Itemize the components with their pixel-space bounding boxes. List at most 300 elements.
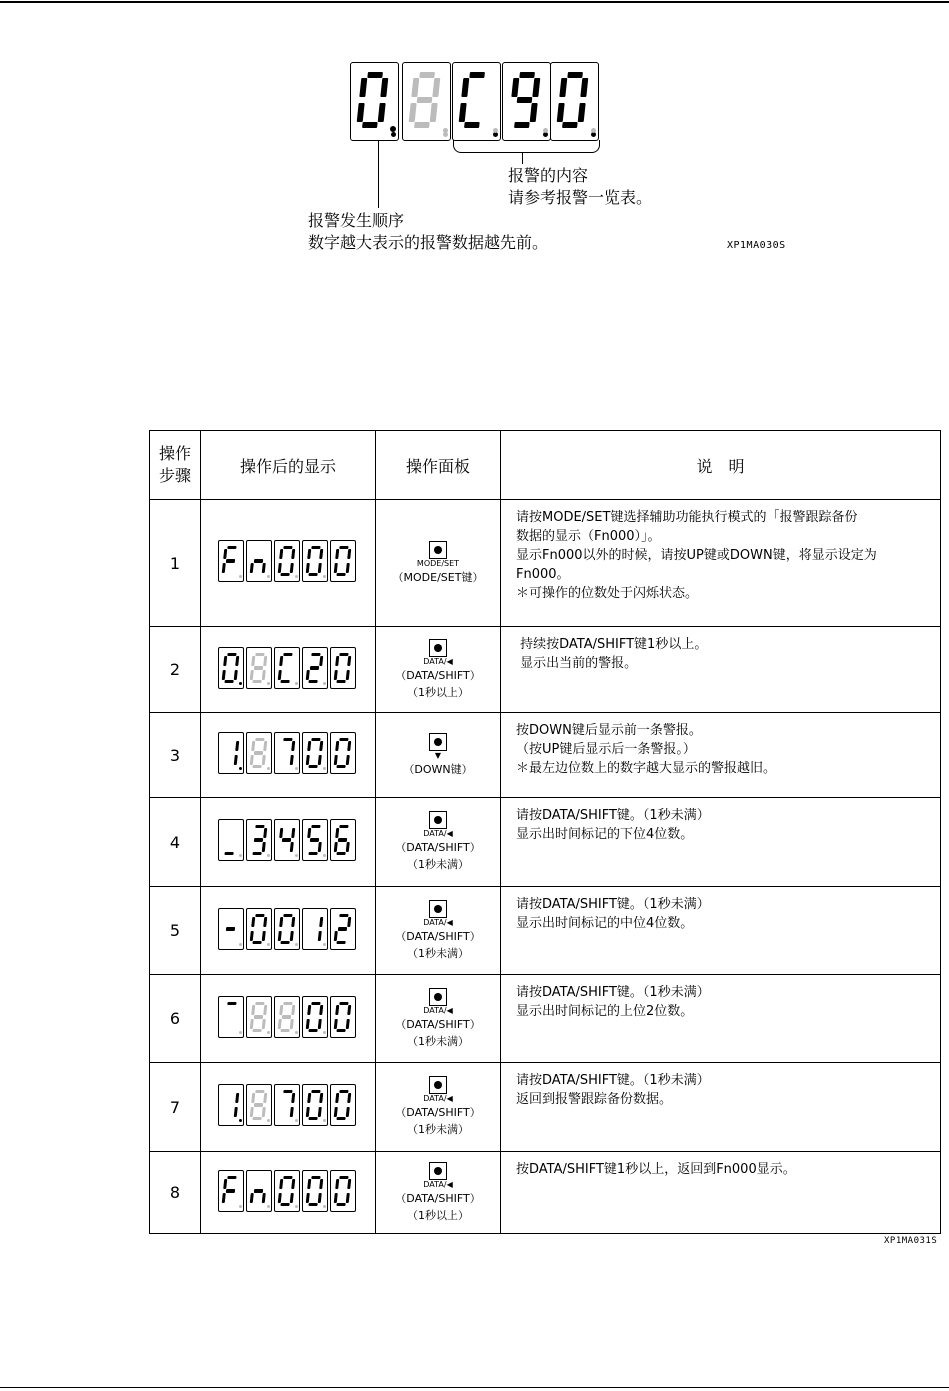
segment-e: [334, 1018, 338, 1028]
panel-button-icon[interactable]: [429, 811, 447, 829]
segment-b: [319, 1179, 323, 1189]
decimal-point: [493, 128, 498, 133]
segment-f: [251, 1179, 255, 1189]
segment-g: [254, 1189, 263, 1192]
seven-seg-digit: [305, 1002, 323, 1032]
segment-d: [337, 679, 346, 682]
display-digit-tile: [350, 62, 399, 141]
segment-d: [281, 765, 290, 768]
segment-d: [225, 1117, 234, 1120]
seven-seg-digit: [221, 653, 239, 683]
segment-b: [319, 741, 323, 751]
seven-seg-digit: [249, 914, 267, 944]
decimal-point: [591, 128, 596, 133]
seven-seg-digit: [277, 914, 295, 944]
segment-e: [357, 103, 365, 122]
description-cell: [501, 887, 941, 975]
mini-digit-tile: [218, 1084, 244, 1126]
segment-g: [338, 1189, 347, 1192]
segment-g: [467, 97, 483, 103]
segment-a: [228, 1176, 237, 1179]
display-cell: [201, 887, 376, 975]
mini-digit-tile: [246, 908, 272, 950]
seven-seg-digit: [305, 914, 323, 944]
segment-a: [312, 825, 321, 828]
segment-c: [345, 1107, 349, 1117]
segment-c: [261, 755, 265, 765]
mini-digit-tile: [274, 908, 300, 950]
segment-b: [319, 917, 323, 927]
segment-f: [279, 656, 283, 666]
panel-button-icon[interactable]: [429, 541, 447, 559]
seven-seg-digit: [305, 546, 323, 576]
panel-cell: [376, 627, 501, 713]
segment-c: [345, 1018, 349, 1028]
decimal-point: [267, 682, 270, 685]
segment-g: [310, 838, 319, 841]
segment-e: [306, 930, 310, 940]
description-line: 显示出当前的警报。: [516, 656, 638, 671]
segment-g: [282, 751, 291, 754]
content-annotation-line1: 报警的内容: [508, 166, 589, 185]
segment-g: [338, 1103, 347, 1106]
segment-g: [338, 927, 347, 930]
mini-digit-tile: [274, 647, 300, 689]
button-key-label: DATA/◀: [423, 829, 453, 838]
segment-g: [226, 1189, 235, 1192]
decimal-point: [295, 943, 298, 946]
description-line: 请按DATA/SHIFT键。（1秒未满）: [516, 985, 710, 1000]
segment-b: [235, 917, 239, 927]
panel-cell: [376, 975, 501, 1063]
segment-a: [284, 1090, 293, 1093]
mini-digit-tile: [330, 819, 356, 861]
segment-f: [279, 741, 283, 751]
segment-d: [225, 1202, 234, 1205]
segment-d: [362, 122, 378, 128]
description-line: 请按MODE/SET键选择辅助功能执行模式的「报警跟踪备份: [516, 510, 858, 525]
mini-digit-tile: [330, 996, 356, 1038]
segment-f: [251, 828, 255, 838]
segment-c: [289, 669, 293, 679]
segment-a: [340, 1176, 349, 1179]
panel-button-icon[interactable]: [429, 1162, 447, 1180]
segment-g: [226, 927, 235, 930]
segment-f: [335, 917, 339, 927]
panel-cell: [376, 798, 501, 887]
segment-g: [310, 666, 319, 669]
segment-g: [282, 666, 291, 669]
segment-a: [228, 546, 237, 549]
segment-d: [225, 1028, 234, 1031]
segment-b: [263, 917, 267, 927]
segment-c: [261, 1018, 265, 1028]
decimal-point: [267, 943, 270, 946]
mini-digit-tile: [218, 1170, 244, 1212]
segment-a: [519, 72, 535, 78]
step-number: 2: [150, 627, 201, 713]
segment-e: [250, 930, 254, 940]
segment-c: [317, 1018, 321, 1028]
segment-d: [337, 852, 346, 855]
segment-f: [279, 549, 283, 559]
description-line: 请按DATA/SHIFT键。（1秒未满）: [516, 808, 710, 823]
seven-seg-digit: [333, 738, 351, 768]
segment-a: [284, 1176, 293, 1179]
seven-seg-digit: [333, 825, 351, 855]
segment-d: [281, 1117, 290, 1120]
panel-key-name: （MODE/SET键）: [392, 570, 484, 584]
segment-e: [459, 103, 467, 122]
segment-c: [317, 563, 321, 573]
seven-seg-digit: [249, 546, 267, 576]
segment-g: [517, 97, 533, 103]
panel-key-name: （DATA/SHIFT）: [395, 1017, 481, 1031]
description-line: 请按DATA/SHIFT键。（1秒未满）: [516, 897, 710, 912]
seven-seg-digit: [305, 653, 323, 683]
segment-f: [335, 741, 339, 751]
segment-g: [338, 559, 347, 562]
segment-e: [306, 755, 310, 765]
segment-b: [432, 78, 440, 97]
segment-f: [461, 78, 469, 97]
segment-c: [233, 755, 237, 765]
segment-f: [279, 917, 283, 927]
decimal-point: [267, 767, 270, 770]
seven-seg-digit: [221, 546, 239, 576]
segment-b: [235, 656, 239, 666]
seven-seg-digit: [249, 1002, 267, 1032]
decimal-point: [267, 1119, 270, 1122]
header-step-line2: 步骤: [158, 466, 191, 485]
decimal-point: [323, 682, 326, 685]
segment-a: [256, 738, 265, 741]
button-key-label: DATA/◀: [423, 656, 453, 666]
segment-f: [307, 1093, 311, 1103]
segment-e: [306, 842, 310, 852]
panel-button-icon[interactable]: [429, 733, 447, 751]
segment-b: [235, 1179, 239, 1189]
segment-a: [567, 72, 583, 78]
segment-a: [284, 825, 293, 828]
segment-b: [291, 828, 295, 838]
step-number: 1: [150, 500, 201, 627]
seven-seg-digit: [305, 738, 323, 768]
segment-g: [254, 559, 263, 562]
description-line: （按UP键后显示后一条警报。）: [516, 742, 696, 757]
seven-seg-digit: [221, 738, 239, 768]
button-key-label: ▼: [434, 750, 442, 760]
mini-digit-tile: [246, 1170, 272, 1212]
segment-f: [335, 1005, 339, 1015]
segment-a: [256, 1176, 265, 1179]
segment-d: [337, 1202, 346, 1205]
segment-a: [340, 546, 349, 549]
segment-e: [222, 1018, 226, 1028]
segment-c: [233, 1107, 237, 1117]
description-cell: [501, 500, 941, 627]
segment-d: [225, 573, 234, 576]
segment-f: [279, 1093, 283, 1103]
segment-b: [263, 549, 267, 559]
mini-digit-tile: [330, 1084, 356, 1126]
segment-d: [309, 679, 318, 682]
segment-g: [282, 838, 291, 841]
segment-b: [235, 741, 239, 751]
segment-g: [417, 97, 433, 103]
segment-b: [380, 78, 388, 97]
segment-e: [278, 1107, 282, 1117]
step-number: 4: [150, 798, 201, 887]
segment-e: [222, 1107, 226, 1117]
segment-a: [256, 546, 265, 549]
segment-f: [335, 1179, 339, 1189]
header-desc: 说 明: [501, 431, 941, 500]
decimal-point: [295, 1205, 298, 1208]
mini-digit-tile: [274, 1170, 300, 1212]
segment-c: [578, 103, 586, 122]
description-line: 显示出时间标记的中位4位数。: [516, 916, 694, 931]
decimal-point: [323, 1119, 326, 1122]
segment-e: [250, 842, 254, 852]
segment-a: [340, 1090, 349, 1093]
segment-c: [261, 563, 265, 573]
segment-d: [309, 765, 318, 768]
segment-b: [291, 1093, 295, 1103]
segment-g: [565, 97, 581, 103]
segment-f: [223, 656, 227, 666]
display-cell: [201, 1063, 376, 1152]
segment-a: [312, 1176, 321, 1179]
seven-seg-digit: [556, 72, 589, 128]
segment-b: [347, 741, 351, 751]
segment-e: [278, 842, 282, 852]
display-digit-tile: [452, 62, 501, 141]
segment-f: [335, 656, 339, 666]
seven-seg-digit: [221, 1090, 239, 1120]
mini-digit-tile: [218, 908, 244, 950]
panel-button-icon[interactable]: [429, 988, 447, 1006]
segment-f: [251, 741, 255, 751]
segment-g: [310, 927, 319, 930]
segment-f: [559, 78, 567, 97]
segment-b: [291, 917, 295, 927]
decimal-point: [295, 575, 298, 578]
panel-duration: （1秒未满）: [407, 946, 469, 960]
decimal-point: [390, 126, 396, 132]
mini-digit-tile: [302, 732, 328, 774]
segment-d: [281, 1028, 290, 1031]
segment-e: [334, 930, 338, 940]
segment-b: [347, 656, 351, 666]
segment-e: [222, 755, 226, 765]
segment-g: [310, 751, 319, 754]
segment-g: [226, 559, 235, 562]
panel-cell: [376, 887, 501, 975]
panel-duration: （1秒以上）: [407, 1208, 469, 1222]
decimal-point: [443, 128, 448, 133]
decimal-point: [239, 1205, 242, 1208]
segment-f: [251, 656, 255, 666]
segment-d: [309, 940, 318, 943]
segment-b: [291, 656, 295, 666]
segment-e: [509, 103, 517, 122]
content-annotation-line2: 请参考报警一览表。: [508, 188, 653, 207]
seven-seg-digit: [277, 738, 295, 768]
mini-digit-tile: [302, 1084, 328, 1126]
segment-g: [338, 751, 347, 754]
description-line: 请按DATA/SHIFT键。（1秒未满）: [516, 1073, 710, 1088]
decimal-point: [239, 854, 242, 857]
segment-d: [281, 573, 290, 576]
display-cell: [201, 713, 376, 798]
display-cell: [201, 627, 376, 713]
mini-digit-tile: [274, 996, 300, 1038]
segment-c: [317, 755, 321, 765]
segment-g: [365, 97, 381, 103]
segment-f: [251, 917, 255, 927]
segment-d: [414, 122, 430, 128]
segment-e: [278, 669, 282, 679]
mini-digit-tile: [274, 1084, 300, 1126]
decimal-point: [267, 575, 270, 578]
segment-g: [282, 927, 291, 930]
seven-seg-digit: [221, 914, 239, 944]
segment-c: [261, 669, 265, 679]
segment-d: [253, 1202, 262, 1205]
segment-b: [347, 1005, 351, 1015]
mini-display: [218, 647, 358, 689]
decimal-point: [323, 854, 326, 857]
description-line: 显示Fn000以外的时候，请按UP键或DOWN键，将显示设定为: [516, 548, 877, 563]
panel-button-icon[interactable]: [429, 639, 447, 657]
bottom-rule: [0, 1387, 949, 1388]
segment-g: [226, 751, 235, 754]
segment-a: [284, 546, 293, 549]
segment-b: [291, 1005, 295, 1015]
mini-digit-tile: [246, 819, 272, 861]
mini-display: [218, 819, 358, 861]
segment-a: [312, 1090, 321, 1093]
panel-key-name: （DOWN键）: [403, 762, 473, 776]
segment-g: [282, 1189, 291, 1192]
segment-a: [256, 653, 265, 656]
segment-f: [223, 1179, 227, 1189]
panel-duration: （1秒以上）: [407, 685, 469, 699]
segment-f: [279, 828, 283, 838]
segment-f: [335, 1093, 339, 1103]
mini-digit-tile: [302, 908, 328, 950]
segment-e: [306, 1192, 310, 1202]
segment-e: [222, 563, 226, 573]
segment-g: [254, 751, 263, 754]
decimal-point: [239, 682, 242, 685]
segment-d: [309, 1202, 318, 1205]
panel-button-icon[interactable]: [429, 1076, 447, 1094]
segment-d: [225, 940, 234, 943]
segment-a: [228, 738, 237, 741]
panel-cell: [376, 1152, 501, 1234]
segment-e: [222, 669, 226, 679]
segment-g: [254, 838, 263, 841]
segment-a: [340, 738, 349, 741]
mini-digit-tile: [274, 819, 300, 861]
segment-e: [306, 669, 310, 679]
panel-key-name: （DATA/SHIFT）: [395, 1106, 481, 1119]
segment-c: [289, 930, 293, 940]
decimal-point: [239, 575, 242, 578]
decimal-point: [391, 132, 396, 137]
segment-e: [306, 1107, 310, 1117]
segment-d: [253, 573, 262, 576]
decimal-point: [295, 1031, 298, 1034]
description-line: 显示出时间标记的上位2位数。: [516, 1004, 694, 1019]
segment-d: [337, 765, 346, 768]
mini-digit-tile: [218, 540, 244, 582]
segment-d: [309, 1028, 318, 1031]
mini-digit-tile: [302, 1170, 328, 1212]
button-key-label: MODE/SET: [416, 558, 460, 568]
segment-d: [253, 1028, 262, 1031]
decimal-point: [295, 682, 298, 685]
segment-b: [291, 1179, 295, 1189]
segment-b: [319, 828, 323, 838]
segment-f: [223, 1005, 227, 1015]
segment-f: [251, 549, 255, 559]
step-number: 6: [150, 975, 201, 1063]
table-row: [150, 798, 941, 887]
panel-duration: （1秒未满）: [407, 858, 469, 871]
segment-e: [222, 1192, 226, 1202]
segment-b: [580, 78, 588, 97]
seven-seg-digit: [277, 1090, 295, 1120]
display-cell: [201, 500, 376, 627]
panel-duration: （1秒未满）: [407, 1123, 469, 1136]
segment-c: [345, 669, 349, 679]
button-key-label: DATA/◀: [423, 917, 453, 927]
display-cell: [201, 798, 376, 887]
segment-c: [345, 563, 349, 573]
seven-seg-digit: [333, 653, 351, 683]
segment-e: [278, 755, 282, 765]
segment-d: [253, 765, 262, 768]
mini-digit-tile: [246, 1084, 272, 1126]
segment-b: [347, 1179, 351, 1189]
seven-seg-digit: [221, 1002, 239, 1032]
segment-a: [340, 914, 349, 917]
segment-a: [228, 1002, 237, 1005]
seven-seg-digit: [333, 1002, 351, 1032]
segment-f: [279, 1005, 283, 1015]
description-line: 按DOWN键后显示前一条警报。: [516, 723, 702, 738]
segment-e: [222, 930, 226, 940]
segment-c: [233, 842, 237, 852]
mini-digit-tile: [330, 540, 356, 582]
segment-e: [334, 563, 338, 573]
segment-a: [284, 914, 293, 917]
segment-c: [378, 103, 386, 122]
mini-digit-tile: [302, 540, 328, 582]
segment-e: [250, 755, 254, 765]
step-number: 3: [150, 713, 201, 798]
segment-d: [514, 122, 530, 128]
decimal-point: [323, 1031, 326, 1034]
panel-cell: [376, 500, 501, 627]
segment-c: [289, 1107, 293, 1117]
decimal-point: [239, 1119, 242, 1122]
panel-button-icon[interactable]: [429, 900, 447, 918]
segment-e: [278, 563, 282, 573]
